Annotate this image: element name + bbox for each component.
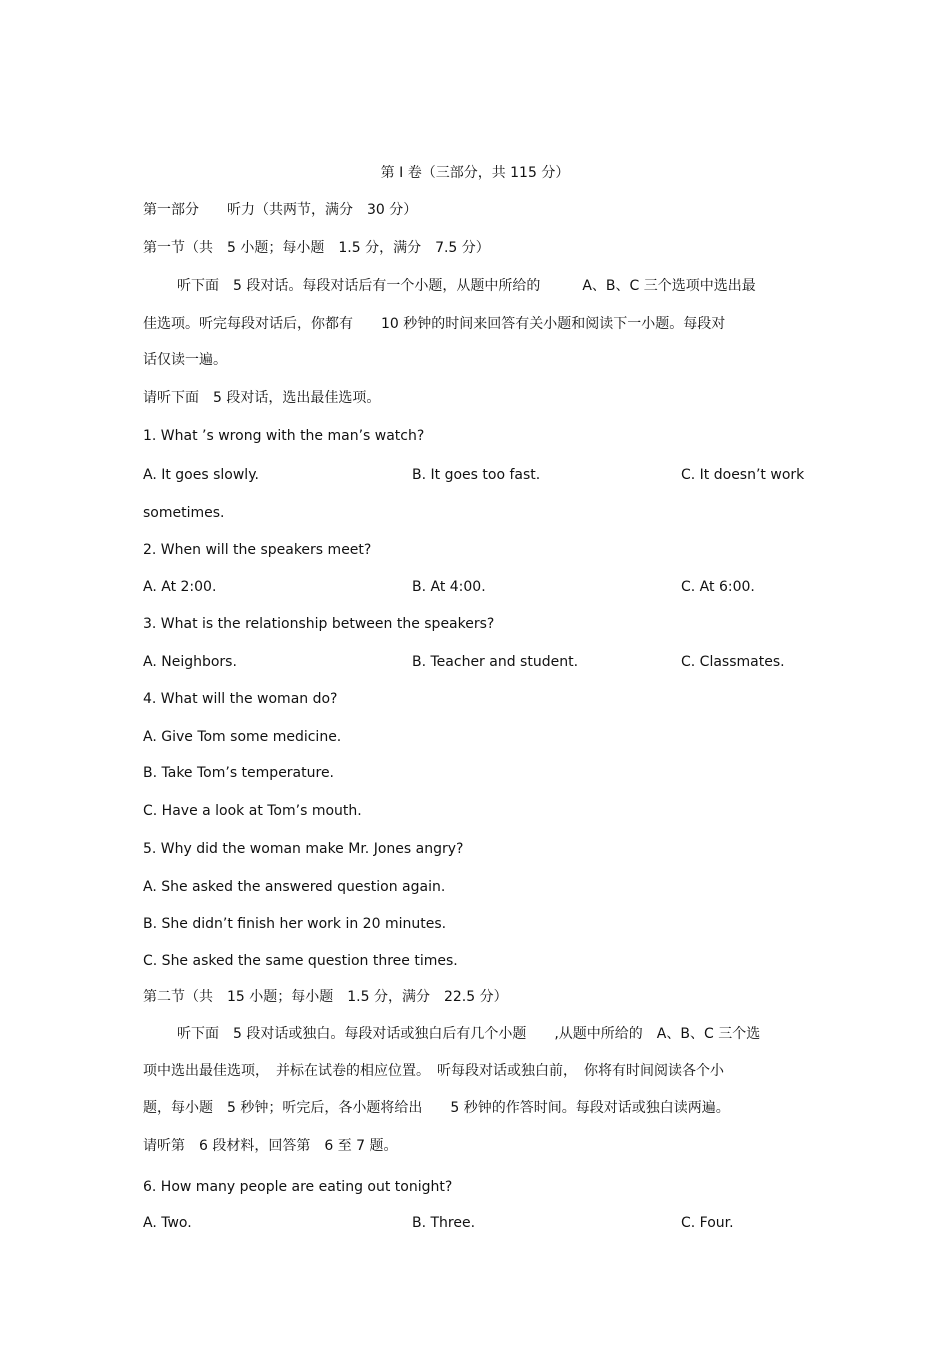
option-c: C. She asked the same question three times. [143,953,458,969]
question-stem: 3. What is the relationship between the speakers? [143,616,495,632]
question-stem: 4. What will the woman do? [143,691,338,707]
option-a: A. She asked the answered question again. [143,879,446,895]
option-a: A. Two. [143,1215,192,1231]
option-a: A. At 2:00. [143,579,217,595]
section1-instruction-line: 话仅读一遍。 [143,352,227,368]
section2-instruction-line: 题，每小题 5 秒钟；听完后，各小题将给出 5 秒钟的作答时间。每段对话或独白读两遍。 [143,1100,730,1116]
option-c: C. Four. [681,1215,734,1231]
option-c: C. At 6:00. [681,579,755,595]
option-c: C. Classmates. [681,654,785,670]
section1-instruction-line: 听下面 5 段对话。每段对话后有一个小题，从题中所给的 A、B、C 三个选项中选出最 [177,278,756,294]
option-b: B. Teacher and student. [412,654,579,670]
question-stem: 2. When will the speakers meet? [143,542,372,558]
question-stem: 1. What ’s wrong with the man’s watch? [143,428,425,444]
option-b: B. Three. [412,1215,476,1231]
option-c: C. It doesn’t work [681,467,805,483]
section2-prompt: 请听第 6 段材料，回答第 6 至 7 题。 [143,1138,398,1154]
section1-prompt: 请听下面 5 段对话，选出最佳选项。 [143,390,381,406]
option-b: B. She didn’t finish her work in 20 minutes. [143,916,447,932]
part1-heading: 第一部分 听力（共两节，满分 30 分） [143,202,418,218]
option-a: A. Neighbors. [143,654,237,670]
section1-heading: 第一节（共 5 小题；每小题 1.5 分，满分 7.5 分） [143,240,490,256]
question-stem: 6. How many people are eating out tonight? [143,1179,453,1195]
option-c: C. Have a look at Tom’s mouth. [143,803,362,819]
section2-instruction-line: 项中选出最佳选项， 并标在试卷的相应位置。 听每段对话或独白前， 你将有时间阅读各个小 [143,1063,724,1079]
option-b: B. At 4:00. [412,579,486,595]
section2-instruction-line: 听下面 5 段对话或独白。每段对话或独白后有几个小题 ,从题中所给的 A、B、C 三个选 [177,1026,761,1042]
option-c-continued: sometimes. [143,505,225,521]
option-b: B. Take Tom’s temperature. [143,765,335,781]
question-stem: 5. Why did the woman make Mr. Jones angry? [143,841,464,857]
section1-instruction-line: 佳选项。听完每段对话后，你都有 10 秒钟的时间来回答有关小题和阅读下一小题。每段对 [143,316,726,332]
option-b: B. It goes too fast. [412,467,541,483]
page-title: 第 I 卷（三部分，共 115 分） [380,165,570,181]
section2-heading: 第二节（共 15 小题；每小题 1.5 分，满分 22.5 分） [143,989,508,1005]
option-a: A. It goes slowly. [143,467,259,483]
option-a: A. Give Tom some medicine. [143,729,342,745]
